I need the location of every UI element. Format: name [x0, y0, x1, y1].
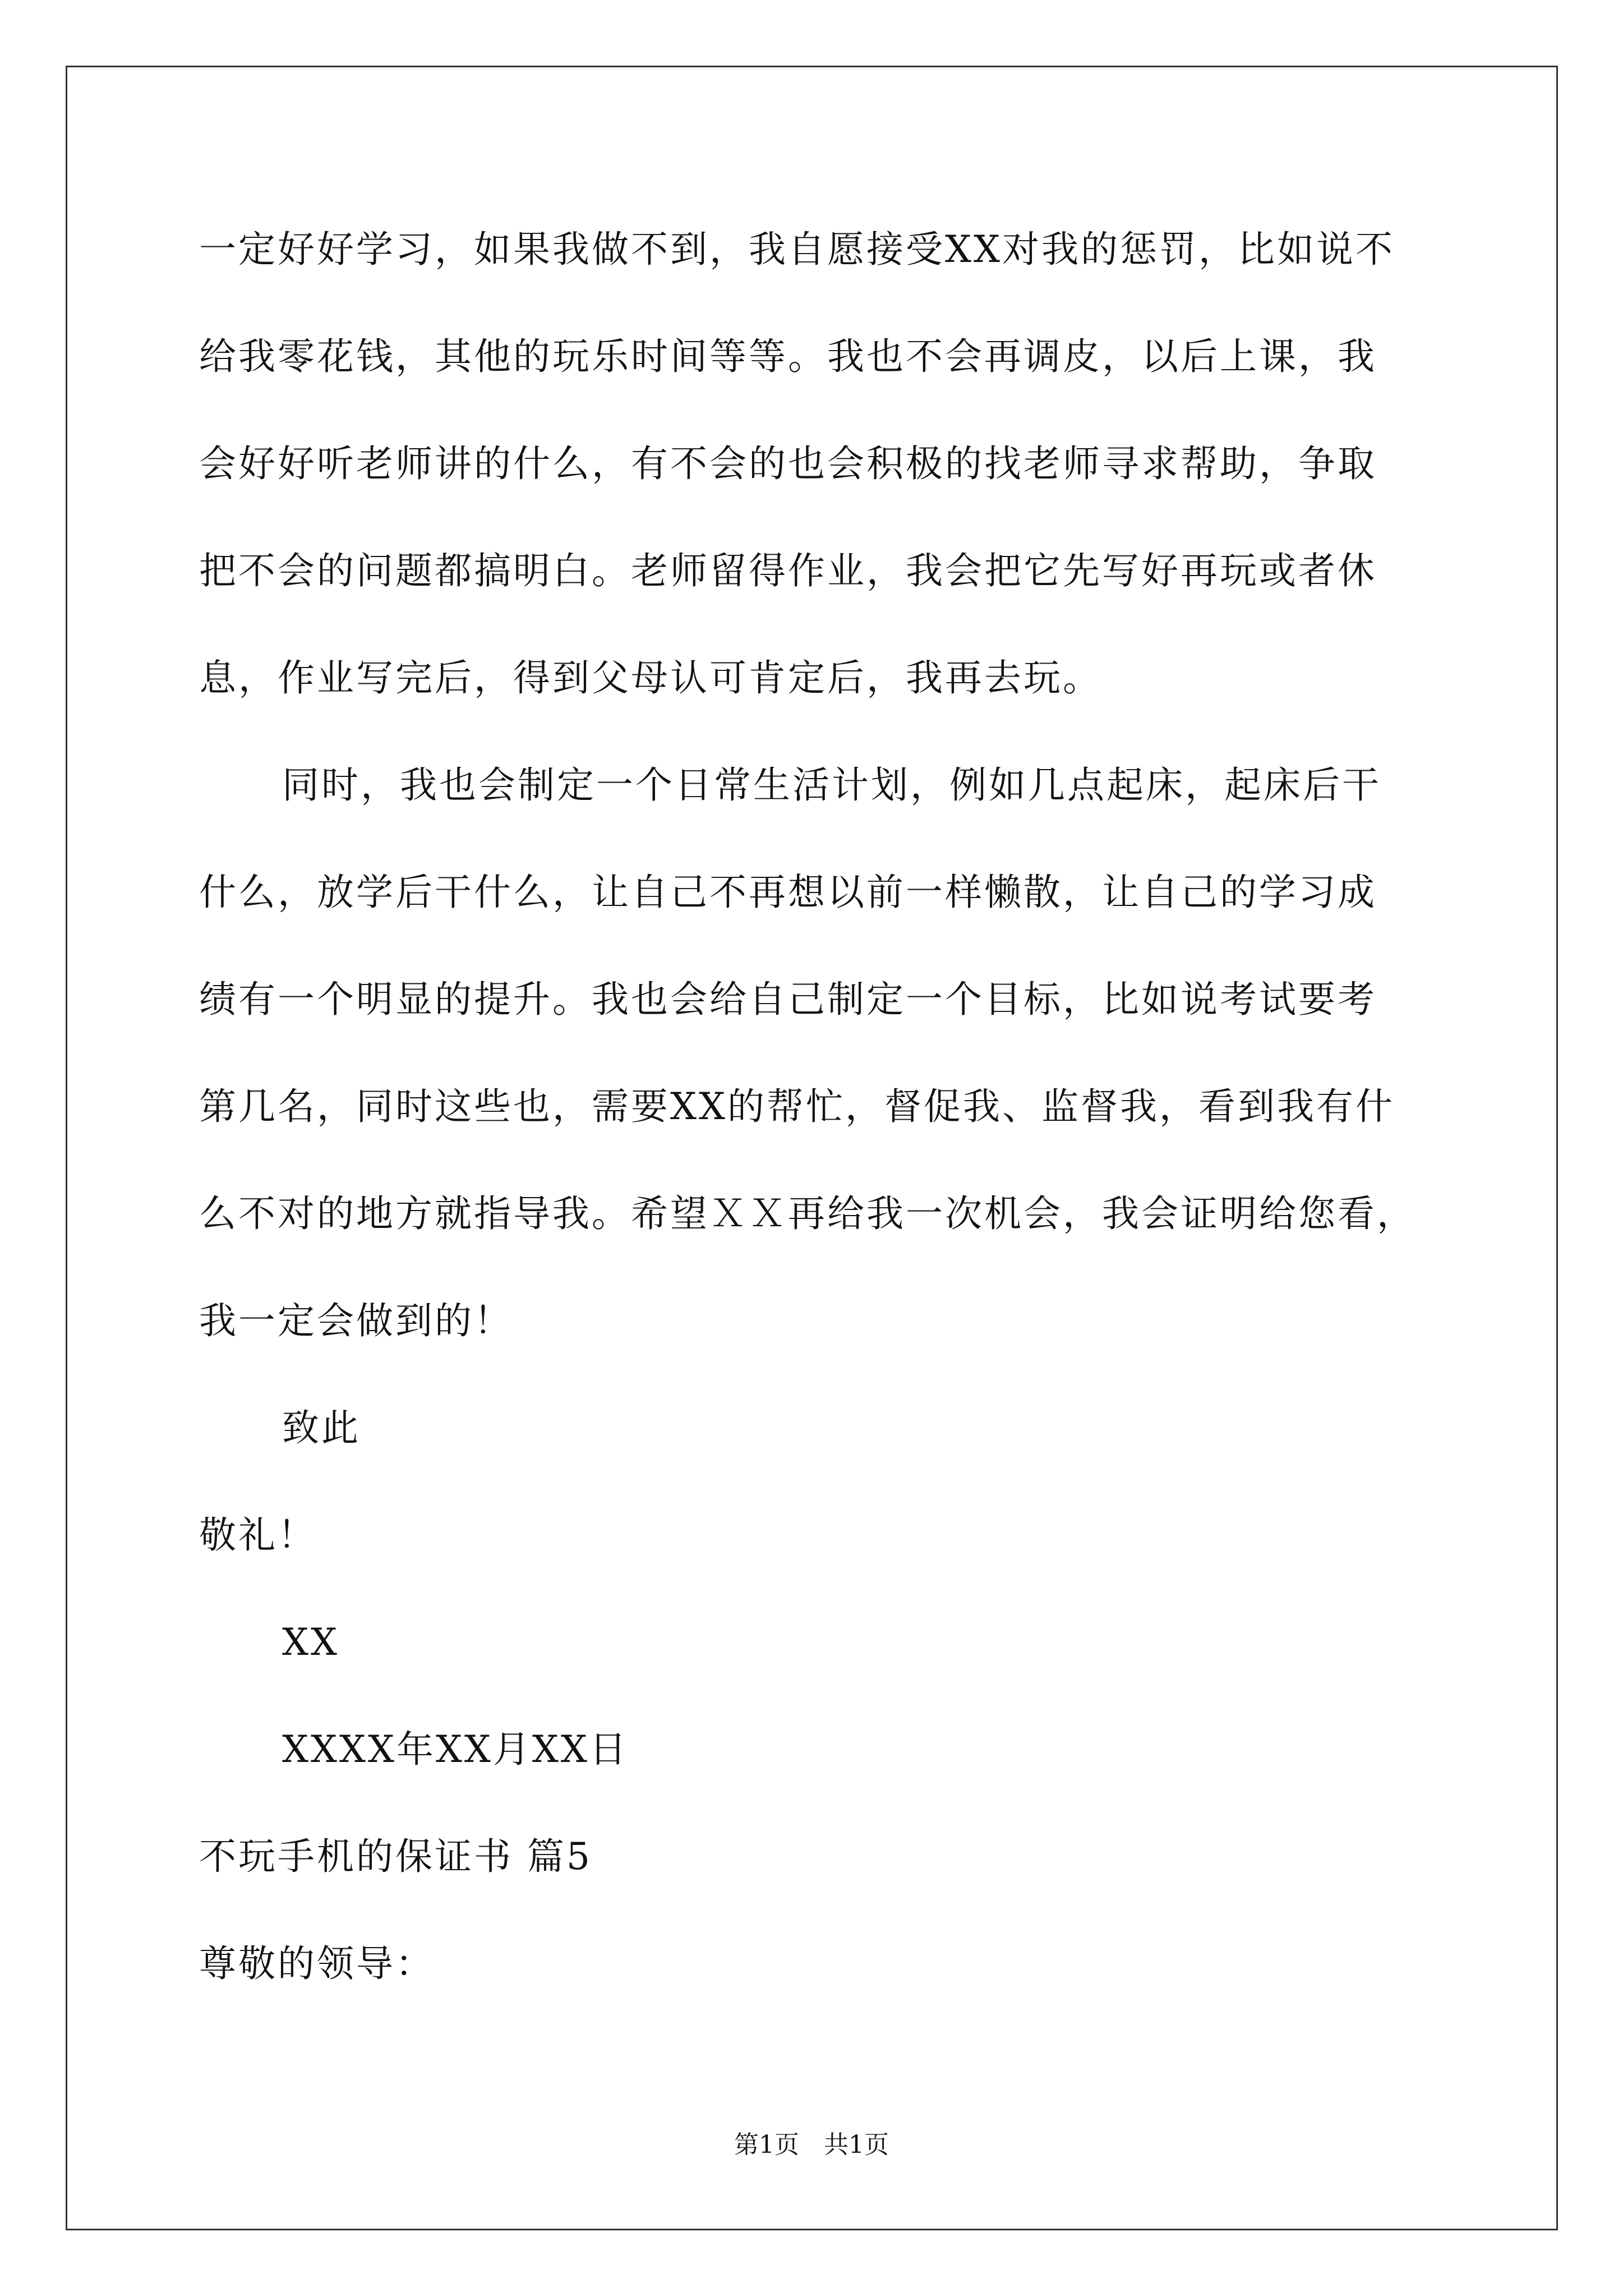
closing-text: 致此 — [282, 1406, 361, 1450]
paragraph-2-line: 第几名，同时这些也，需要XX的帮忙，督促我、监督我，看到我有什 — [199, 1085, 1395, 1128]
letter-body — [199, 196, 1433, 2017]
paragraph-2-line: 绩有一个明显的提升。我也会给自己制定一个目标，比如说考试要考 — [199, 978, 1377, 1021]
page-footer: 第1页 共1页 — [734, 2131, 889, 2159]
paragraph-2-line: 我一定会做到的！ — [199, 1299, 513, 1342]
paragraph-1-line: 给我零花钱，其他的玩乐时间等等。我也不会再调皮，以后上课，我 — [199, 335, 1377, 378]
signature-text: XX — [282, 1621, 339, 1664]
paragraph-1-line: 会好好听老师讲的什么，有不会的也会积极的找老师寻求帮助，争取 — [199, 442, 1377, 485]
date-text: XXXX年XX月XX日 — [282, 1728, 629, 1771]
section-title: 不玩手机的保证书 篇5 — [199, 1835, 592, 1878]
paragraph-2-line: 什么，放学后干什么，让自己不再想以前一样懒散，让自己的学习成 — [199, 871, 1377, 914]
paragraph-1-line: 一定好好学习，如果我做不到，我自愿接受XX对我的惩罚，比如说不 — [199, 228, 1395, 271]
greeting-text: 尊敬的领导： — [199, 1942, 435, 1985]
paragraph-2-line: 么不对的地方就指导我。希望ＸＸ再给我一次机会，我会证明给您看， — [199, 1192, 1416, 1235]
salute-text: 敬礼！ — [199, 1513, 317, 1557]
paragraph-2-line: 同时，我也会制定一个日常生活计划，例如几点起床，起床后干 — [282, 763, 1381, 807]
paragraph-1-line: 把不会的问题都搞明白。老师留得作业，我会把它先写好再玩或者休 — [199, 549, 1377, 592]
paragraph-1-line: 息，作业写完后，得到父母认可肯定后，我再去玩。 — [199, 656, 1102, 700]
